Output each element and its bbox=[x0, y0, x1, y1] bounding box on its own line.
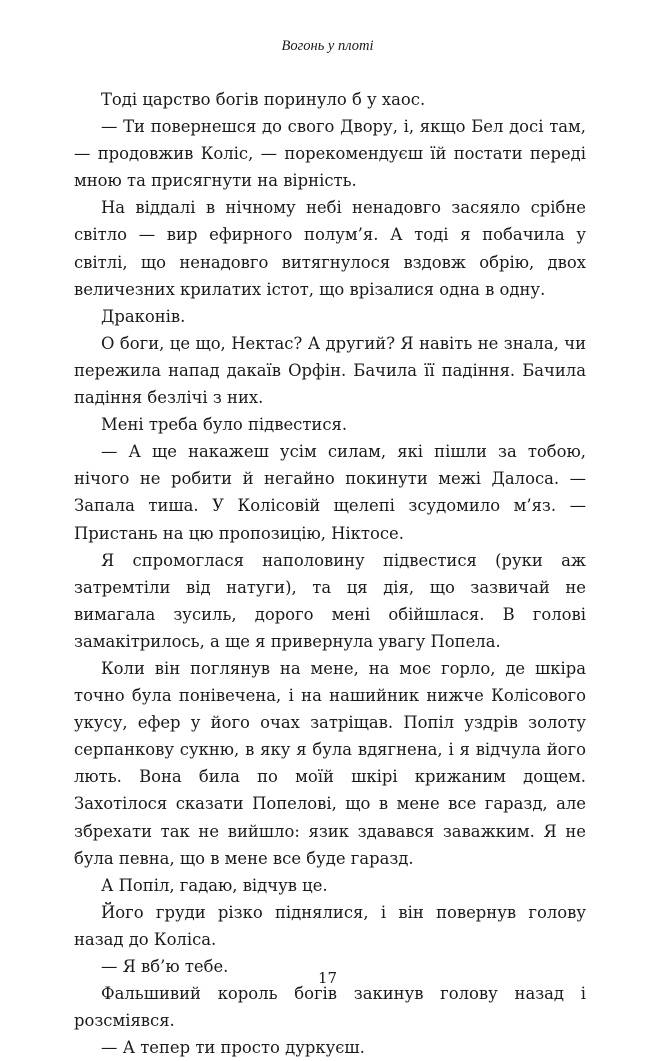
paragraph: Тоді царство богів поринуло б у хаос. bbox=[101, 90, 426, 109]
paragraph: — А ще накажеш усім силам, які пішли за тобою, нічого не робити й негайно покинути межі Далоса. — Запала тиша. У Колісовій щелепі зсудомило м’яз. — Пристань на цю пропозицію, Ніктосе. bbox=[74, 442, 586, 543]
paragraph: Мені треба було підвестися. bbox=[101, 415, 348, 435]
paragraph: Коли він поглянув на мене, на моє горло, де шкіра точно була понівечена, і на нашийник нижче Колісового укусу, ефер у його очах затріщав. Попіл уздрів золоту серпанкову сукню, в яку я була вдягнена, і я відчула його лють. Вона била по моїй шкірі крижаним дощем. Захотілося сказати Попелові, що в мене все гаразд, але збрехати так не вийшло: язик здавався заважким. Я не була певна, що в мене все буде гаразд. bbox=[74, 658, 586, 868]
paragraph: — А тепер ти просто дуркуєш. bbox=[101, 1038, 365, 1058]
paragraph: О боги, це що, Нектас? А другий? Я навіть не знала, чи пережила напад дакаїв Орфін. Бачила її падіння. Бачила падіння безлічі з них. bbox=[74, 333, 586, 408]
body-text bbox=[74, 86, 586, 1061]
paragraph: Драконів. bbox=[101, 306, 186, 326]
paragraph: — Ти повернешся до свого Двору, і, якщо Бел досі там, — продовжив Коліс, — порекомендуєш їй постати переді мною та присягнути на вірність. bbox=[74, 117, 586, 191]
page-number: 17 bbox=[317, 969, 338, 987]
paragraph: Я спромоглася наполовину підвестися (руки аж затремтіли від натуги), та ця дія, що зазвичай не вимагала зусиль, дорого мені обійшлася. В голові замакітрилось, а ще я привернула увагу Попела. bbox=[74, 550, 586, 651]
paragraph: А Попіл, гадаю, відчув це. bbox=[101, 875, 328, 895]
paragraph: Його груди різко піднялися, і він повернув голову назад до Коліса. bbox=[74, 902, 586, 949]
paragraph: Фальшивий король богів закинув голову назад і розсміявся. bbox=[74, 984, 586, 1031]
paragraph: На віддалі в нічному небі ненадовго засяяло срібне світло — вир ефирного полум’я. А тоді я побачила у світлі, що ненадовго витягнулося вздовж обрію, двох величезних крилатих істот, що врізалися одна в одну. bbox=[74, 198, 586, 299]
running-head: Вогонь у плоті bbox=[281, 38, 374, 54]
paragraph: — Я вб’ю тебе. bbox=[101, 957, 229, 976]
